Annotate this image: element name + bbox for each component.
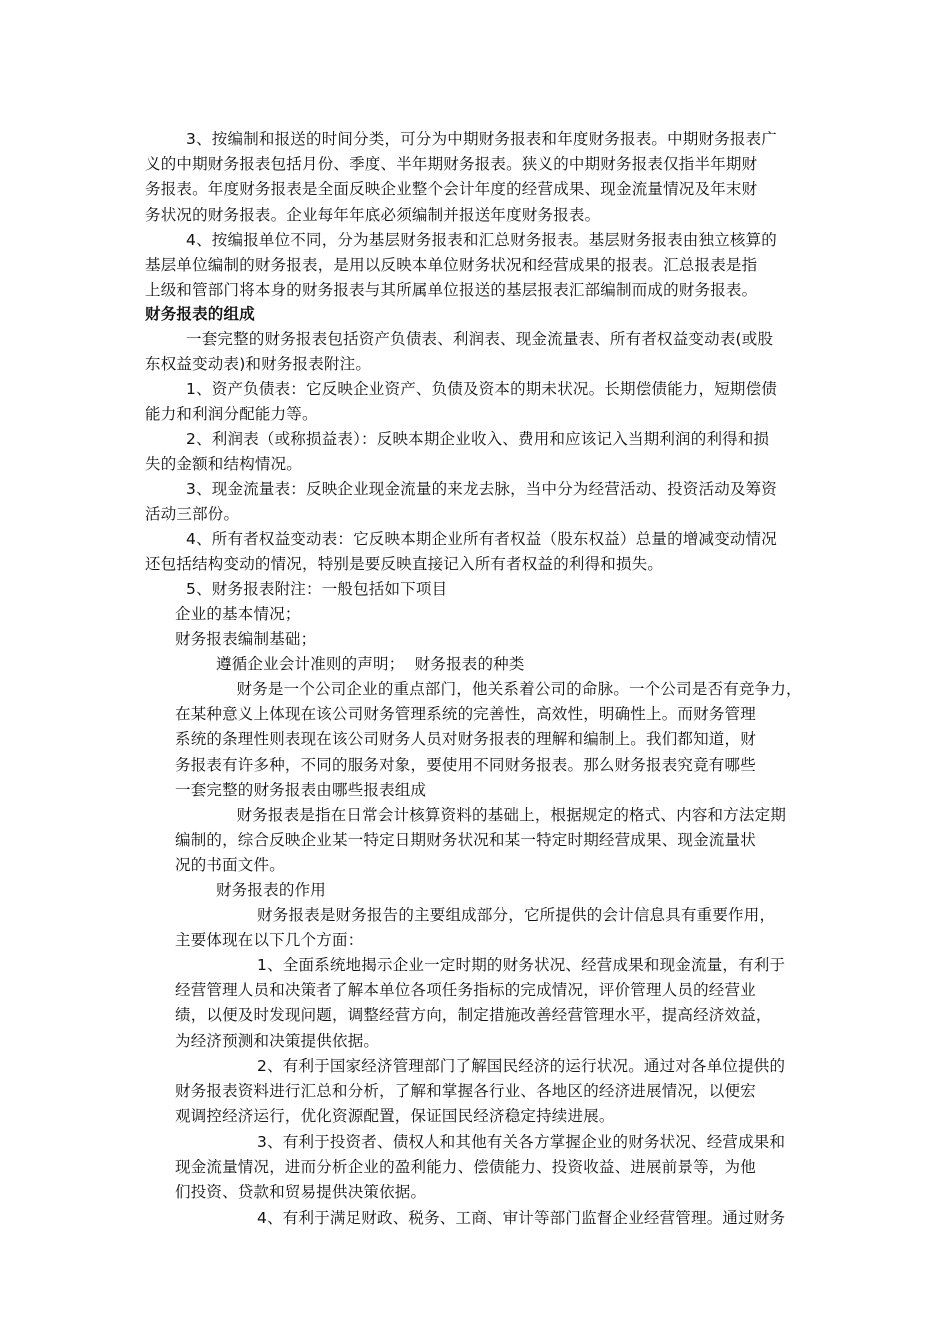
- subheading-role: 财务报表的作用: [175, 881, 326, 899]
- paragraph-interim-annual: 3、按编制和报送的时间分类，可分为中期财务报表和年度财务报表。中期财务报表广 义的中期财务报表包括月份、季度、半年期财务报表。狭义的中期财务报表仅指半年期财 务报表。年度财务报表是全面反映企业整个会计年度的经营成果、现金流量情况及年末财 务状况的财务报表。企业每年年底必须编制并报送年度财务报表。: [145, 130, 777, 224]
- paragraph-composition: 一套完整的财务报表包括资产负债表、利润表、现金流量表、所有者权益变动表(或股 东权益变动表)和财务报表附注。: [145, 330, 774, 374]
- list-item: 遵循企业会计准则的声明； 财务报表的种类: [175, 655, 525, 673]
- paragraph-role-3: 3、有利于投资者、债权人和其他有关各方掌握企业的财务状况、经营成果和 现金流量情况，进而分析企业的盈利能力、偿债能力、投资收益、进展前景等，为他 们投资、贷款和贸易提供决策依据。: [175, 1133, 786, 1202]
- paragraph-base-summary: 4、按编报单位不同，分为基层财务报表和汇总财务报表。基层财务报表由独立核算的 基层单位编制的财务报表，是用以反映本单位财务状况和经营成果的报表。汇总报表是指 上级和管部门将本身的财务报表与其所属单位报送的基层报表汇部编制而成的财务报表。: [145, 231, 777, 300]
- paragraph-definition: 财务报表是指在日常会计核算资料的基础上，根据规定的格式、内容和方法定期 编制的，综合反映企业某一特定日期财务状况和某一特定时期经营成果、现金流量状 况的书面文件。: [175, 806, 787, 875]
- paragraph-role-1: 1、全面系统地揭示企业一定时期的财务状况、经营成果和现金流量，有利于 经营管理人员和决策者了解本单位各项任务指标的完成情况，评价管理人员的经营业 绩，以便及时发现问题，调整经营方向，制定措施改善经营管理水平，提高经济效益， 为经济预测和决策提供依据。: [175, 956, 786, 1050]
- paragraph-finance-department: 财务是一个公司企业的重点部门，他关系着公司的命脉。一个公司是否有竞争力， 在某种意义上体现在该公司财务管理系统的完善性，高效性，明确性上。而财务管理 系统的条理性则表现在该公司财务人员对财务报表的理解和编制上。我们都知道，财 务报表有许多种，不同的服务对象，要使用不同财务报表。那么财务报表究竟有哪些 一套完整的财务报表由哪些报表组成: [175, 680, 802, 799]
- paragraph-notes: 5、财务报表附注：一般包括如下项目: [145, 580, 448, 598]
- list-item: 企业的基本情况；: [175, 605, 301, 623]
- paragraph-balance-sheet: 1、资产负债表：它反映企业资产、负债及资本的期未状况。长期偿债能力，短期偿债 能力和利润分配能力等。: [145, 380, 777, 424]
- list-item: 财务报表编制基础；: [175, 630, 317, 648]
- paragraph-role-intro: 财务报表是财务报告的主要组成部分，它所提供的会计信息具有重要作用， 主要体现在以下几个方面：: [175, 906, 776, 950]
- paragraph-equity-changes: 4、所有者权益变动表：它反映本期企业所有者权益（股东权益）总量的增减变动情况 还包括结构变动的情况，特别是要反映直接记入所有者权益的利得和损失。: [145, 530, 777, 574]
- paragraph-role-4: 4、有利于满足财政、税务、工商、审计等部门监督企业经营管理。通过财务: [175, 1209, 786, 1227]
- paragraph-income-statement: 2、利润表（或称损益表）：反映本期企业收入、费用和应该记入当期利润的利得和损 失的金额和结构情况。: [145, 430, 770, 474]
- paragraph-role-2: 2、有利于国家经济管理部门了解国民经济的运行状况。通过对各单位提供的 财务报表资料进行汇总和分析，了解和掌握各行业、各地区的经济进展情况，以便宏 观调控经济运行，优化资源配置，保证国民经济稳定持续进展。: [175, 1057, 786, 1126]
- paragraph-cash-flow: 3、现金流量表：反映企业现金流量的来龙去脉，当中分为经营活动、投资活动及筹资 活动三部份。: [145, 480, 777, 524]
- section-heading: 财务报表的组成: [145, 305, 255, 323]
